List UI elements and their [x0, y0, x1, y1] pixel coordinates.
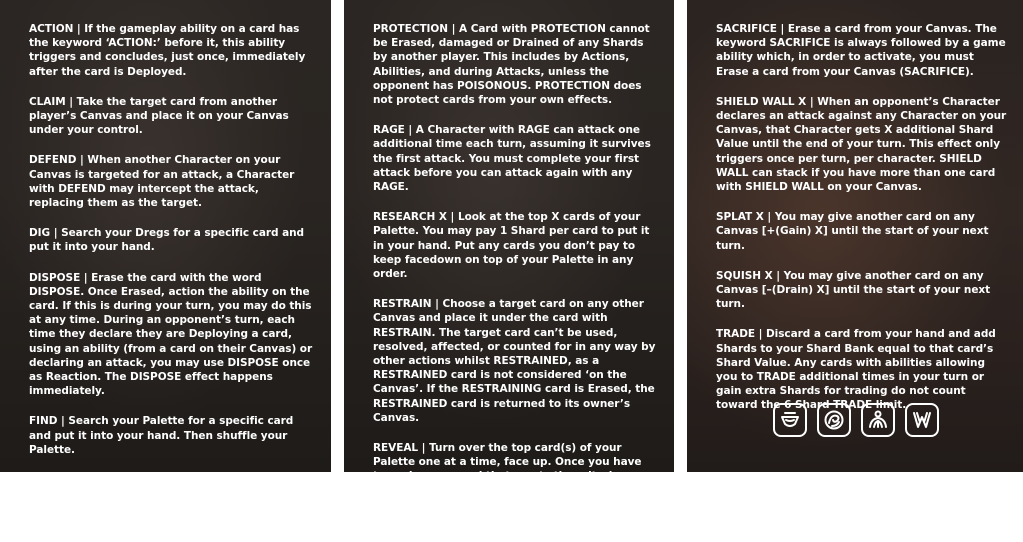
- keyword-squish: SQUISH X | You may give another card on any Canvas [–(Drain) X] until the start of your next turn.: [716, 269, 991, 311]
- keyword-find: FIND | Search your Palette for a specific card and put it into your hand. Then shuffle your Palette.: [29, 415, 294, 456]
- keyword-trade: TRADE | Discard a card from your hand and add Shards to your Shard Bank equal to that card’s Shard Value. Any cards with abilities allowing you to TRADE additional times in your turn or gain extra Shards for trading do not count toward the 6 Shard TRADE limit.: [716, 328, 996, 412]
- keyword-defend: DEFEND | When another Character on your Canvas is targeted for an attack, a Character with DEFEND may intercept the attack, replacing them as the target.: [29, 154, 295, 210]
- w-emblem-icon: [905, 403, 939, 437]
- keyword-list-3: [716, 22, 1007, 429]
- keyword-protection: PROTECTION | A Card with PROTECTION cannot be Erased, damaged or Drained of any Shards by another player. This includes by Actions, Abilities, and during Attacks, unless the opponent has POISONOUS. PROTECTION does not protect cards from your own effects.: [373, 23, 650, 107]
- keyword-panel-2: [344, 0, 674, 526]
- faction-icons: [773, 403, 939, 437]
- leaf-figure-emblem-icon: [861, 403, 895, 437]
- keyword-panel-1: [0, 0, 331, 515]
- keyword-list-2: [373, 22, 658, 542]
- keyword-panel-3: [687, 0, 1023, 472]
- keyword-research: RESEARCH X | Look at the top X cards of your Palette. You may pay 1 Shard per card to put it in your hand. Put any cards you don’t pay to keep facedown on top of your Palette in any order.: [373, 211, 650, 281]
- keyword-shield-wall: SHIELD WALL X | When an opponent’s Character declares an attack against any Character on your Canvas, that Character gets X additional Shard Value until the end of your turn. This effect only triggers once per turn, per character. SHIELD WALL can stack if you have more than one card with SHIELD WALL on your Canvas.: [716, 95, 1007, 194]
- bowl-emblem-icon: [773, 403, 807, 437]
- keyword-action: ACTION | If the gameplay ability on a card has the keyword ‘ACTION:’ before it, this ability triggers and concludes, just once, immediately after the card is Deployed.: [29, 23, 306, 78]
- keyword-sacrifice: SACRIFICE | Erase a card from your Canvas. The keyword SACRIFICE is always followed by a game ability which, in order to activate, you must Erase a card from your Canvas (SACRIFICE).: [716, 23, 1006, 78]
- swirl-emblem-icon: [817, 403, 851, 437]
- keyword-dig: DIG | Search your Dregs for a specific card and put it into your hand.: [29, 227, 304, 254]
- keyword-poisonous: POISONOUS | Erases any card on a canvas it deals damage to during combat. POISONOUS ignores PROTECTION.: [29, 474, 294, 515]
- keyword-rage: RAGE | A Character with RAGE can attack one additional time each turn, assuming it survives the first attack. You must complete your first attack before you can attack again with any RAGE.: [373, 124, 651, 194]
- keyword-dispose: DISPOSE | Erase the card with the word DISPOSE. Once Erased, action the ability on the card. If this is during your turn, you may do this at any time. During an opponent’s turn, each time they declare they are Deploying a card, using an ability (from a card on their Canvas) or declaring an attack, you may use DISPOSE once as Reaction. The DISPOSE effect happens immediately.: [29, 271, 313, 398]
- keyword-list-1: [29, 22, 315, 532]
- keyword-reveal: REVEAL | Turn over the top card(s) of your Palette one at a time, face up. Once you have turned over a card that meets the criteria specified by the ability/action, put that card into your hand. Put the overturned cards back into your Palette and shuffle.: [373, 442, 646, 526]
- keyword-claim: CLAIM | Take the target card from another player’s Canvas and place it on your Canvas under your control.: [29, 95, 289, 137]
- keyword-restrain: RESTRAIN | Choose a target card on any other Canvas and place it under the card with RESTRAIN. The target card can’t be used, resolved, affected, or counted for in any way by other actions whilst RESTRAINED, as a RESTRAINED card is not considered ‘on the Canvas’. If the RESTRAINING card is Erased, the RESTRAINED card is returned to its owner’s Canvas.: [373, 298, 656, 424]
- keyword-splat: SPLAT X | You may give another card on any Canvas [+(Gain) X] until the start of your next turn.: [716, 211, 989, 252]
